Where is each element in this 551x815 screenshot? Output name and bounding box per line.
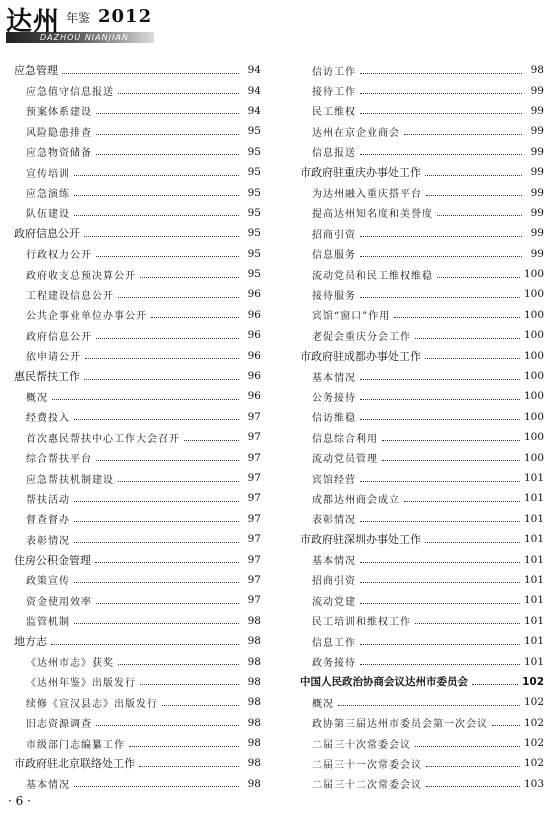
toc-entry-title: 续修《宣汉县志》出版发行 <box>26 698 158 710</box>
toc-entry-page: 96 <box>247 308 261 321</box>
leader-dots <box>360 154 522 155</box>
toc-entry-title: 《达州年鉴》出版发行 <box>26 678 136 690</box>
leader-dots <box>74 582 239 583</box>
toc-entry <box>300 142 544 162</box>
leader-dots <box>118 481 239 482</box>
toc-entry-title: 概况 <box>26 392 48 404</box>
toc-entry-title: 宣传培训 <box>26 168 70 180</box>
toc-entry <box>300 611 544 631</box>
leader-dots <box>426 195 522 196</box>
toc-entry <box>300 692 544 712</box>
toc-entry-page: 101 <box>523 512 544 525</box>
toc-entry-title: 督查督办 <box>26 515 70 527</box>
toc-entry-title: 接待工作 <box>312 87 356 99</box>
leader-dots <box>360 379 520 380</box>
leader-dots <box>360 582 520 583</box>
leader-dots <box>74 521 239 522</box>
toc-entry <box>300 101 544 121</box>
leader-dots <box>74 542 239 543</box>
leader-dots <box>118 93 239 94</box>
toc-entry-page: 98 <box>247 696 261 709</box>
toc-entry <box>300 733 544 753</box>
toc-entry-title: 市政府驻重庆办事处工作 <box>300 166 421 180</box>
leader-dots <box>360 419 520 420</box>
toc-entry-title: 《达州市志》获奖 <box>26 658 114 670</box>
toc-section-heading <box>300 345 544 365</box>
toc-entry-page: 98 <box>247 757 261 770</box>
toc-entry <box>300 60 544 80</box>
toc-entry-page: 94 <box>247 104 261 117</box>
toc-entry-title: 信访工作 <box>312 66 356 78</box>
toc-entry <box>14 651 261 671</box>
toc-entry-page: 101 <box>523 655 544 668</box>
toc-section-heading <box>14 549 261 569</box>
toc-entry-title: 惠民帮扶工作 <box>14 370 80 384</box>
toc-entry-page: 95 <box>247 227 261 240</box>
toc-right-column <box>300 60 544 794</box>
toc-entry-title: 接待服务 <box>312 290 356 302</box>
toc-section-heading <box>300 672 544 692</box>
toc-entry-page: 97 <box>247 410 261 423</box>
toc-entry-page: 97 <box>247 573 261 586</box>
toc-section-heading <box>14 753 261 773</box>
toc-entry-page: 101 <box>523 594 544 607</box>
toc-entry-page: 98 <box>247 716 261 729</box>
leader-dots <box>360 644 520 645</box>
toc-entry <box>300 447 544 467</box>
toc-entry <box>300 366 544 386</box>
leader-dots <box>84 236 239 237</box>
leader-dots <box>425 175 522 176</box>
toc-entry-title: 风险隐患排查 <box>26 127 92 139</box>
leader-dots <box>96 460 239 461</box>
leader-dots <box>96 725 239 726</box>
toc-entry-page: 100 <box>523 288 544 301</box>
toc-entry <box>300 407 544 427</box>
toc-entry-title: 提高达州知名度和美誉度 <box>312 209 433 221</box>
toc-entry <box>300 203 544 223</box>
toc-entry-title: 政协第三届达州市委员会第一次会议 <box>312 719 488 731</box>
toc-entry-title: 地方志 <box>14 635 47 649</box>
toc-entry-title: 住房公积金管理 <box>14 553 91 567</box>
toc-entry <box>300 80 544 100</box>
leader-dots <box>360 236 522 237</box>
toc-entry <box>14 509 261 529</box>
toc-entry-page: 99 <box>530 206 544 219</box>
toc-entry-page: 98 <box>247 635 261 648</box>
toc-entry <box>300 182 544 202</box>
leader-dots <box>74 175 239 176</box>
toc-entry-title: 政务接待 <box>312 658 356 670</box>
toc-entry <box>14 121 261 141</box>
toc-entry-page: 101 <box>523 492 544 505</box>
toc-entry <box>300 305 544 325</box>
toc-entry-title: 二届三十一次常委会议 <box>312 759 422 771</box>
toc-entry <box>14 142 261 162</box>
toc-entry-page: 97 <box>247 512 261 525</box>
leader-dots <box>437 215 522 216</box>
header-subtitle: 年鉴 <box>66 11 91 25</box>
toc-entry-title: 应急演练 <box>26 189 70 201</box>
leader-dots <box>426 766 520 767</box>
toc-entry-page: 101 <box>523 553 544 566</box>
toc-entry-page: 95 <box>247 247 261 260</box>
leader-dots <box>74 215 239 216</box>
toc-entry-page: 98 <box>530 64 544 77</box>
toc-entry-page: 100 <box>523 431 544 444</box>
leader-dots <box>394 317 520 318</box>
toc-entry <box>300 753 544 773</box>
toc-entry <box>14 570 261 590</box>
toc-entry-page: 102 <box>523 696 544 709</box>
leader-dots <box>62 73 239 74</box>
toc-section-heading <box>14 366 261 386</box>
leader-dots <box>360 73 522 74</box>
toc-entry-title: 宾馆经营 <box>312 474 356 486</box>
toc-entry <box>14 468 261 488</box>
toc-entry <box>14 325 261 345</box>
toc-entry-page: 95 <box>247 166 261 179</box>
leader-dots <box>95 562 239 563</box>
toc-entry <box>14 244 261 264</box>
toc-entry <box>300 631 544 651</box>
leader-dots <box>415 338 520 339</box>
leader-dots <box>360 562 520 563</box>
toc-entry <box>14 345 261 365</box>
toc-entry-page: 95 <box>247 145 261 158</box>
toc-entry-page: 99 <box>530 247 544 260</box>
leader-dots <box>425 358 520 359</box>
toc-entry-page: 99 <box>530 166 544 179</box>
leader-dots <box>84 379 239 380</box>
toc-entry-title: 为达州融入重庆搭平台 <box>312 189 422 201</box>
toc-entry <box>14 203 261 223</box>
toc-entry-title: 流动党员和民工维权维稳 <box>312 270 433 282</box>
toc-entry-title: 成都达州商会成立 <box>312 494 400 506</box>
toc-entry-title: 基本情况 <box>312 372 356 384</box>
toc-entry-page: 100 <box>523 390 544 403</box>
toc-entry-page: 102 <box>523 757 544 770</box>
toc-entry <box>300 549 544 569</box>
toc-entry-title: 市政府驻深圳办事处工作 <box>300 533 421 547</box>
toc-entry-page: 99 <box>530 125 544 138</box>
toc-entry <box>14 305 261 325</box>
toc-entry <box>300 244 544 264</box>
toc-entry-title: 市政府驻成都办事处工作 <box>300 349 421 363</box>
toc-section-heading <box>300 162 544 182</box>
toc-entry-title: 队伍建设 <box>26 209 70 221</box>
toc-entry-page: 100 <box>523 370 544 383</box>
toc-entry-page: 99 <box>530 227 544 240</box>
leader-dots <box>404 501 520 502</box>
toc-entry-title: 中国人民政治协商会议达州市委员会 <box>300 676 468 689</box>
toc-entry-page: 100 <box>523 349 544 362</box>
toc-entry <box>14 101 261 121</box>
leader-dots <box>360 399 520 400</box>
toc-entry-page: 102 <box>523 737 544 750</box>
leader-dots <box>360 481 520 482</box>
toc-entry <box>14 80 261 100</box>
toc-entry <box>14 774 261 794</box>
toc-entry <box>14 284 261 304</box>
leader-dots <box>96 338 239 339</box>
toc-entry-title: 市政府驻北京联络处工作 <box>14 757 135 771</box>
toc-section-heading <box>14 631 261 651</box>
leader-dots <box>492 725 520 726</box>
toc-entry-title: 流动党建 <box>312 596 356 608</box>
toc-entry <box>300 590 544 610</box>
leader-dots <box>184 440 239 441</box>
leader-dots <box>96 154 239 155</box>
toc-entry-page: 98 <box>247 655 261 668</box>
toc-entry-page: 100 <box>523 410 544 423</box>
leader-dots <box>74 419 239 420</box>
toc-entry <box>14 529 261 549</box>
toc-entry-page: 95 <box>247 206 261 219</box>
toc-entry-title: 招商引资 <box>312 576 356 588</box>
toc-entry-title: 市级部门志编纂工作 <box>26 739 125 751</box>
toc-entry-title: 表彰情况 <box>26 535 70 547</box>
toc-entry-page: 101 <box>523 533 544 546</box>
leader-dots <box>360 93 522 94</box>
toc-entry-title: 老促会重庆分会工作 <box>312 331 411 343</box>
toc-entry-title: 表彰情况 <box>312 515 356 527</box>
toc-entry-page: 98 <box>247 737 261 750</box>
toc-entry-title: 概况 <box>312 698 334 710</box>
leader-dots <box>118 297 239 298</box>
toc-entry-title: 二届三十二次常委会议 <box>312 780 422 792</box>
leader-dots <box>96 256 239 257</box>
leader-dots <box>129 746 239 747</box>
toc-entry-title: 达州在京企业商会 <box>312 127 400 139</box>
leader-dots <box>52 399 239 400</box>
toc-entry-title: 应急帮扶机制建设 <box>26 474 114 486</box>
toc-entry-page: 96 <box>247 370 261 383</box>
leader-dots <box>118 664 239 665</box>
leader-dots <box>425 542 520 543</box>
toc-entry-title: 政府信息公开 <box>26 331 92 343</box>
toc-entry-title: 招商引资 <box>312 229 356 241</box>
toc-entry-page: 101 <box>523 614 544 627</box>
toc-entry-page: 98 <box>247 777 261 790</box>
leader-dots <box>162 705 239 706</box>
toc-entry-title: 信息工作 <box>312 637 356 649</box>
header-year: 2012 <box>98 6 153 27</box>
toc-entry-title: 公共企事业单位办事公开 <box>26 311 147 323</box>
toc-entry-page: 103 <box>523 777 544 790</box>
leader-dots <box>151 317 239 318</box>
toc-entry-page: 96 <box>247 349 261 362</box>
toc-entry <box>300 284 544 304</box>
toc-entry-title: 行政权力公开 <box>26 250 92 262</box>
toc-entry-page: 99 <box>530 186 544 199</box>
toc-entry-title: 工程建设信息公开 <box>26 290 114 302</box>
toc-entry-title: 信息服务 <box>312 250 356 262</box>
toc-entry-page: 95 <box>247 268 261 281</box>
toc-entry <box>300 509 544 529</box>
toc-entry <box>14 162 261 182</box>
toc-entry-title: 民工维权 <box>312 107 356 119</box>
leader-dots <box>51 644 239 645</box>
toc-entry-page: 97 <box>247 472 261 484</box>
toc-entry <box>14 713 261 733</box>
toc-entry-page: 101 <box>523 635 544 648</box>
toc-entry <box>300 223 544 243</box>
leader-dots <box>140 684 239 685</box>
running-header <box>0 0 551 48</box>
toc-entry <box>14 386 261 406</box>
toc-left-column <box>14 60 261 794</box>
leader-dots <box>74 623 239 624</box>
toc-entry-title: 民工培训和维权工作 <box>312 617 411 629</box>
toc-entry-title: 帮扶活动 <box>26 494 70 506</box>
toc-entry-page: 96 <box>247 329 261 342</box>
leader-dots <box>472 684 518 685</box>
toc-entry-title: 信息综合利用 <box>312 433 378 445</box>
toc-entry-title: 综合帮扶平台 <box>26 454 92 466</box>
toc-section-heading <box>14 223 261 243</box>
toc-entry-title: 政策宣传 <box>26 576 70 588</box>
toc-entry-title: 预案体系建设 <box>26 107 92 119</box>
toc-entry-title: 应急物资储备 <box>26 148 92 160</box>
leader-dots <box>426 786 520 787</box>
leader-dots <box>404 134 522 135</box>
toc-entry <box>14 447 261 467</box>
toc-entry-page: 99 <box>530 84 544 97</box>
toc-entry-page: 97 <box>247 431 261 444</box>
toc-entry-title: 流动党员管理 <box>312 454 378 466</box>
toc-entry-page: 97 <box>247 451 261 464</box>
toc-entry <box>14 672 261 692</box>
toc-entry <box>14 733 261 753</box>
leader-dots <box>360 113 522 114</box>
toc-entry-page: 97 <box>247 492 261 505</box>
toc-entry-title: 资金使用效率 <box>26 596 92 608</box>
toc-section-heading <box>14 60 261 80</box>
toc-entry-page: 98 <box>247 614 261 627</box>
leader-dots <box>360 521 520 522</box>
toc-entry-page: 94 <box>247 84 261 97</box>
toc-entry-page: 99 <box>530 104 544 117</box>
toc-entry <box>300 325 544 345</box>
toc-entry <box>300 488 544 508</box>
toc-entry-title: 经费投入 <box>26 413 70 425</box>
toc-entry <box>300 264 544 284</box>
leader-dots <box>382 460 520 461</box>
toc-entry-page: 95 <box>247 186 261 199</box>
toc-entry-page: 100 <box>523 451 544 464</box>
toc-entry-page: 101 <box>523 472 544 484</box>
toc-entry <box>14 590 261 610</box>
toc-entry <box>300 121 544 141</box>
toc-entry-page: 101 <box>523 573 544 586</box>
toc-entry-title: 宾馆“窗口”作用 <box>312 311 391 323</box>
toc-entry-page: 97 <box>247 594 261 607</box>
leader-dots <box>74 195 239 196</box>
toc-entry <box>300 774 544 794</box>
toc-entry-page: 100 <box>523 308 544 321</box>
toc-entry <box>14 611 261 631</box>
toc-entry-page: 96 <box>247 288 261 301</box>
leader-dots <box>437 277 520 278</box>
leader-dots <box>74 501 239 502</box>
leader-dots <box>360 256 522 257</box>
toc-entry <box>300 651 544 671</box>
leader-dots <box>74 786 239 787</box>
toc-entry-page: 96 <box>247 390 261 403</box>
leader-dots <box>382 440 520 441</box>
toc-entry-page: 100 <box>523 268 544 281</box>
toc-entry <box>300 468 544 488</box>
leader-dots <box>360 603 520 604</box>
leader-dots <box>139 766 239 767</box>
toc-entry-title: 二届三十次常委会议 <box>312 739 411 751</box>
toc-entry-page: 97 <box>247 553 261 566</box>
toc-entry-page: 97 <box>247 533 261 546</box>
leader-dots <box>96 603 239 604</box>
leader-dots <box>338 705 520 706</box>
toc-entry-page: 99 <box>530 145 544 158</box>
leader-dots <box>360 297 520 298</box>
toc-entry <box>300 713 544 733</box>
toc-entry-page: 94 <box>247 64 261 77</box>
toc-entry-page: 95 <box>247 125 261 138</box>
toc-entry <box>14 182 261 202</box>
leader-dots <box>96 134 239 135</box>
toc-entry-title: 应急管理 <box>14 64 58 78</box>
toc-entry-title: 依申请公开 <box>26 352 81 364</box>
toc-entry <box>14 264 261 284</box>
toc-entry <box>14 692 261 712</box>
toc-entry-page: 102 <box>523 716 544 729</box>
toc-entry <box>14 427 261 447</box>
header-title: 达州 <box>6 7 61 37</box>
leader-dots <box>415 746 520 747</box>
toc-entry-title: 信息报送 <box>312 148 356 160</box>
toc-entry-title: 信访维稳 <box>312 413 356 425</box>
toc-entry-title: 公务接待 <box>312 392 356 404</box>
header-english-title: DAZHOU NIANJIAN <box>40 33 129 42</box>
toc-entry-title: 监管机制 <box>26 617 70 629</box>
toc-entry <box>300 427 544 447</box>
leader-dots <box>140 277 239 278</box>
page-number: · 6 · <box>8 794 31 808</box>
leader-dots <box>85 358 239 359</box>
toc-entry-page: 100 <box>523 329 544 342</box>
toc-entry-title: 政府信息公开 <box>14 227 80 241</box>
toc-entry-title: 应急值守信息报送 <box>26 87 114 99</box>
leader-dots <box>96 113 239 114</box>
toc-entry-title: 首次惠民帮扶中心工作大会召开 <box>26 433 180 445</box>
leader-dots <box>415 623 520 624</box>
toc-entry-page: 98 <box>247 675 261 688</box>
leader-dots <box>360 664 520 665</box>
toc-section-heading <box>300 529 544 549</box>
toc-entry <box>14 407 261 427</box>
toc-entry-title: 政府收支总预决算公开 <box>26 270 136 282</box>
toc-entry <box>14 488 261 508</box>
toc-entry-page: 102 <box>522 675 544 688</box>
toc-entry-title: 基本情况 <box>26 780 70 792</box>
toc-entry <box>300 570 544 590</box>
toc-entry <box>300 386 544 406</box>
toc-entry-title: 基本情况 <box>312 556 356 568</box>
toc-entry-title: 旧志资源调查 <box>26 719 92 731</box>
